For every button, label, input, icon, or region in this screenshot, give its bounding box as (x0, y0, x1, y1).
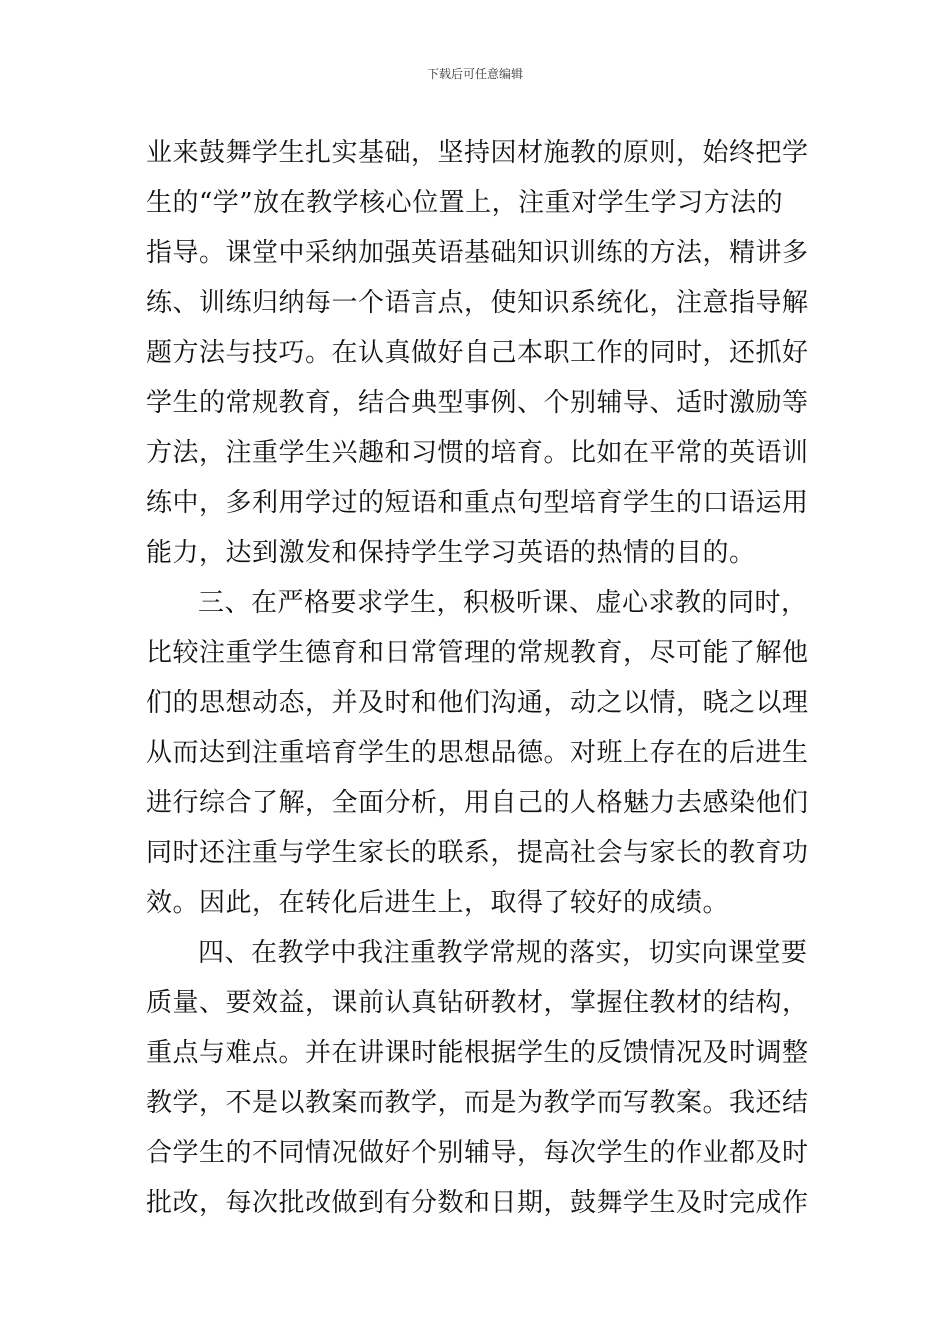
text-line: 练、训练归纳每一个语言点，使知识系统化，注意指导解 (146, 288, 809, 318)
text-line: 从而达到注重培育学生的思想品德。对班上存在的后进生 (146, 738, 809, 768)
text-line: 批改，每次批改做到有分数和日期，鼓舞学生及时完成作 (146, 1188, 809, 1218)
text-line: 指导。课堂中采纳加强英语基础知识训练的方法，精讲多 (146, 238, 809, 268)
text-line: 题方法与技巧。在认真做好自己本职工作的同时，还抓好 (146, 338, 809, 368)
text-line: 比较注重学生德育和日常管理的常规教育，尽可能了解他 (146, 638, 809, 668)
text-line: 练中，多利用学过的短语和重点句型培育学生的口语运用 (146, 488, 809, 518)
text-line: 们的思想动态，并及时和他们沟通，动之以情，晓之以理 (146, 688, 809, 718)
text-line: 能力，达到激发和保持学生学习英语的热情的目的。 (146, 538, 756, 568)
text-line: 进行综合了解，全面分析，用自己的人格魅力去感染他们 (146, 788, 809, 818)
text-line: 效。因此，在转化后进生上，取得了较好的成绩。 (146, 888, 730, 918)
text-line: 业来鼓舞学生扎实基础，坚持因材施教的原则，始终把学 (146, 138, 809, 168)
text-line: 质量、要效益，课前认真钻研教材，掌握住教材的结构， (146, 988, 809, 1018)
text-line: 合学生的不同情况做好个别辅导，每次学生的作业都及时 (146, 1138, 809, 1168)
text-line: 教学，不是以教案而教学，而是为教学而写教案。我还结 (146, 1088, 809, 1118)
text-line: 同时还注重与学生家长的联系，提高社会与家长的教育功 (146, 838, 809, 868)
text-line: 学生的常规教育，结合典型事例、个别辅导、适时激励等 (146, 388, 809, 418)
text-line: 重点与难点。并在讲课时能根据学生的反馈情况及时调整 (146, 1038, 809, 1068)
text-line: 方法，注重学生兴趣和习惯的培育。比如在平常的英语训 (146, 438, 809, 468)
document-body (146, 128, 809, 1228)
paragraph-start-line: 三、在严格要求学生，积极听课、虚心求教的同时， (198, 588, 808, 618)
page-header: 下载后可任意编辑 (426, 67, 523, 81)
text-line: 生的“学”放在教学核心位置上，注重对学生学习方法的 (146, 188, 784, 218)
paragraph-start-line: 四、在教学中我注重教学常规的落实，切实向课堂要 (198, 938, 808, 968)
